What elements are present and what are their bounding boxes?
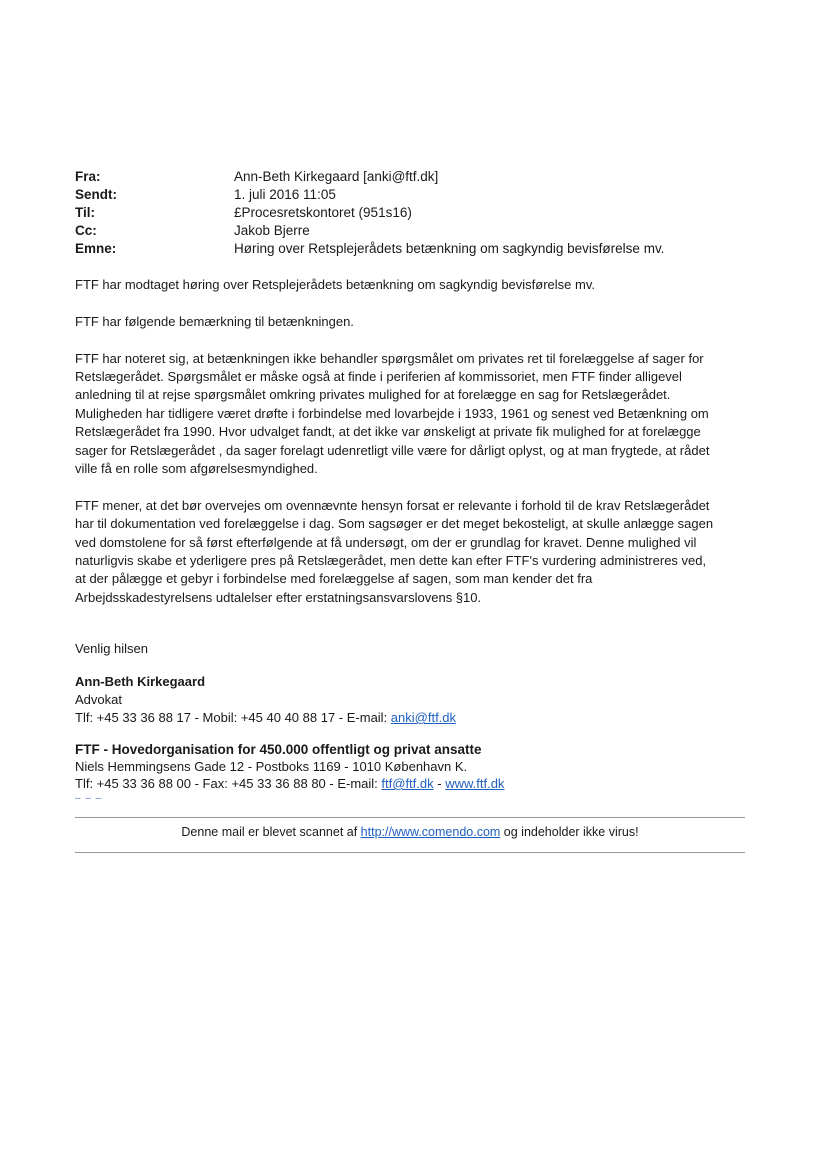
signature-email-link[interactable]: anki@ftf.dk — [390, 710, 457, 725]
paragraph-line: at der pålægge et gebyr i forbindelse med forelæggelse af sagen, som man kender det fra — [75, 571, 593, 587]
body-paragraph-1 — [75, 276, 765, 294]
paragraph-line: naturligvis skabe et yderligere pres på Retslægerådet, men dette kan efter FTF's vurdering administreres ved, — [75, 553, 707, 569]
to-label: Til: — [75, 205, 95, 220]
paragraph-line: har til dokumentation ved forelæggelse i dag. Som sagsøger er det meget bekosteligt, at skulle anlægge sagen — [75, 516, 714, 532]
paragraph-line: Arbejdsskadestyrelsens udtalelser efter erstatningsansvarslovens §10. — [75, 589, 482, 605]
link-separator: - — [433, 776, 446, 791]
paragraph-line: Retslægerådet. Spørgsmålet er måske også at finde i periferien af kommissoriet, men FTF finder alligevel — [75, 369, 682, 384]
divider-bottom — [75, 852, 745, 853]
cc-row — [75, 222, 775, 240]
subject-row — [75, 240, 775, 258]
organization-block — [75, 741, 504, 792]
subject-value: Høring over Retsplejerådets betænkning om sagkyndig bevisførelse mv. — [234, 241, 665, 256]
email-header — [75, 168, 775, 258]
organization-email-link[interactable]: ftf@ftf.dk — [381, 776, 434, 791]
body-paragraph-2 — [75, 313, 765, 331]
paragraph-line: Muligheden har tidligere været drøfte i forbindelse med lovarbejde i 1933, 1961 og senest ved Betænkning om — [75, 405, 709, 421]
scan-text-prefix: Denne mail er blevet scannet af — [181, 825, 361, 839]
scan-text-suffix: og indeholder ikke virus! — [500, 825, 639, 839]
cc-value: Jakob Bjerre — [234, 223, 310, 238]
signature-dashes: – – – — [75, 793, 103, 804]
from-value: Ann-Beth Kirkegaard [anki@ftf.dk] — [234, 169, 439, 184]
sent-label: Sendt: — [75, 187, 117, 202]
organization-contact — [75, 775, 504, 792]
from-label: Fra: — [75, 169, 101, 184]
divider-top — [75, 817, 745, 818]
from-row — [75, 168, 775, 186]
paragraph-line: sager for Retslægerådet , da sager forelagt udenretligt ville være for dårligt oplyst, og at man frygtede, at rådet — [75, 442, 710, 458]
cc-label: Cc: — [75, 223, 97, 238]
organization-contact-text: Tlf: +45 33 36 88 00 - Fax: +45 33 36 88 80 - E-mail: — [75, 776, 382, 791]
subject-label: Emne: — [75, 241, 117, 256]
organization-name: FTF - Hovedorganisation for 450.000 offentligt og privat ansatte — [75, 742, 482, 757]
to-row — [75, 204, 775, 222]
body-paragraph-4 — [75, 497, 765, 607]
paragraph-line: Retslægerådet fra 1990. Hvor udvalget fandt, at det ikke var ønskeligt at private fik mulighed for at forelægge — [75, 424, 701, 440]
paragraph-line: FTF har følgende bemærkning til betænkningen. — [75, 313, 354, 329]
comendo-link[interactable]: http://www.comendo.com — [360, 825, 501, 839]
to-value: £Procesretskontoret (951s16) — [234, 205, 412, 220]
organization-address: Niels Hemmingsens Gade 12 - Postboks 1169 - 1010 København K. — [75, 759, 468, 774]
sent-value: 1. juli 2016 11:05 — [234, 187, 336, 202]
paragraph-line: anledning til at rejse spørgsmålet omkring privates mulighed for at forelægge en sag for Retslægerådet. — [75, 387, 671, 403]
paragraph-line: FTF mener, at det bør overvejes om ovennævnte hensyn forsat er relevante i forhold til de krav Retslægerådet — [75, 497, 710, 513]
closing-greeting: Venlig hilsen — [75, 641, 148, 656]
signature-contact-text: Tlf: +45 33 36 88 17 - Mobil: +45 40 40 88 17 - E-mail: — [75, 710, 391, 725]
signature-contact — [75, 709, 456, 727]
organization-website-link[interactable]: www.ftf.dk — [445, 776, 505, 791]
paragraph-line: FTF har noteret sig, at betænkningen ikke behandler spørgsmålet om privates ret til forelæggelse af sager for — [75, 350, 704, 366]
paragraph-line: ved domstolene for så først efterfølgende at få undersøgt, om der er grundlag for kravet. Denne mulighed vil — [75, 534, 697, 550]
signature-title: Advokat — [75, 692, 122, 707]
paragraph-line: FTF har modtaget høring over Retsplejerådets betænkning om sagkyndig bevisførelse mv. — [75, 277, 595, 292]
sent-row — [75, 186, 775, 204]
signature-name: Ann-Beth Kirkegaard — [75, 674, 206, 689]
paragraph-line: ville få en rolle som afgørelsesmyndighed. — [75, 461, 318, 477]
body-paragraph-3 — [75, 350, 765, 479]
signature-block — [75, 673, 456, 727]
virus-scan-notice — [75, 825, 745, 839]
email-body — [75, 276, 765, 626]
